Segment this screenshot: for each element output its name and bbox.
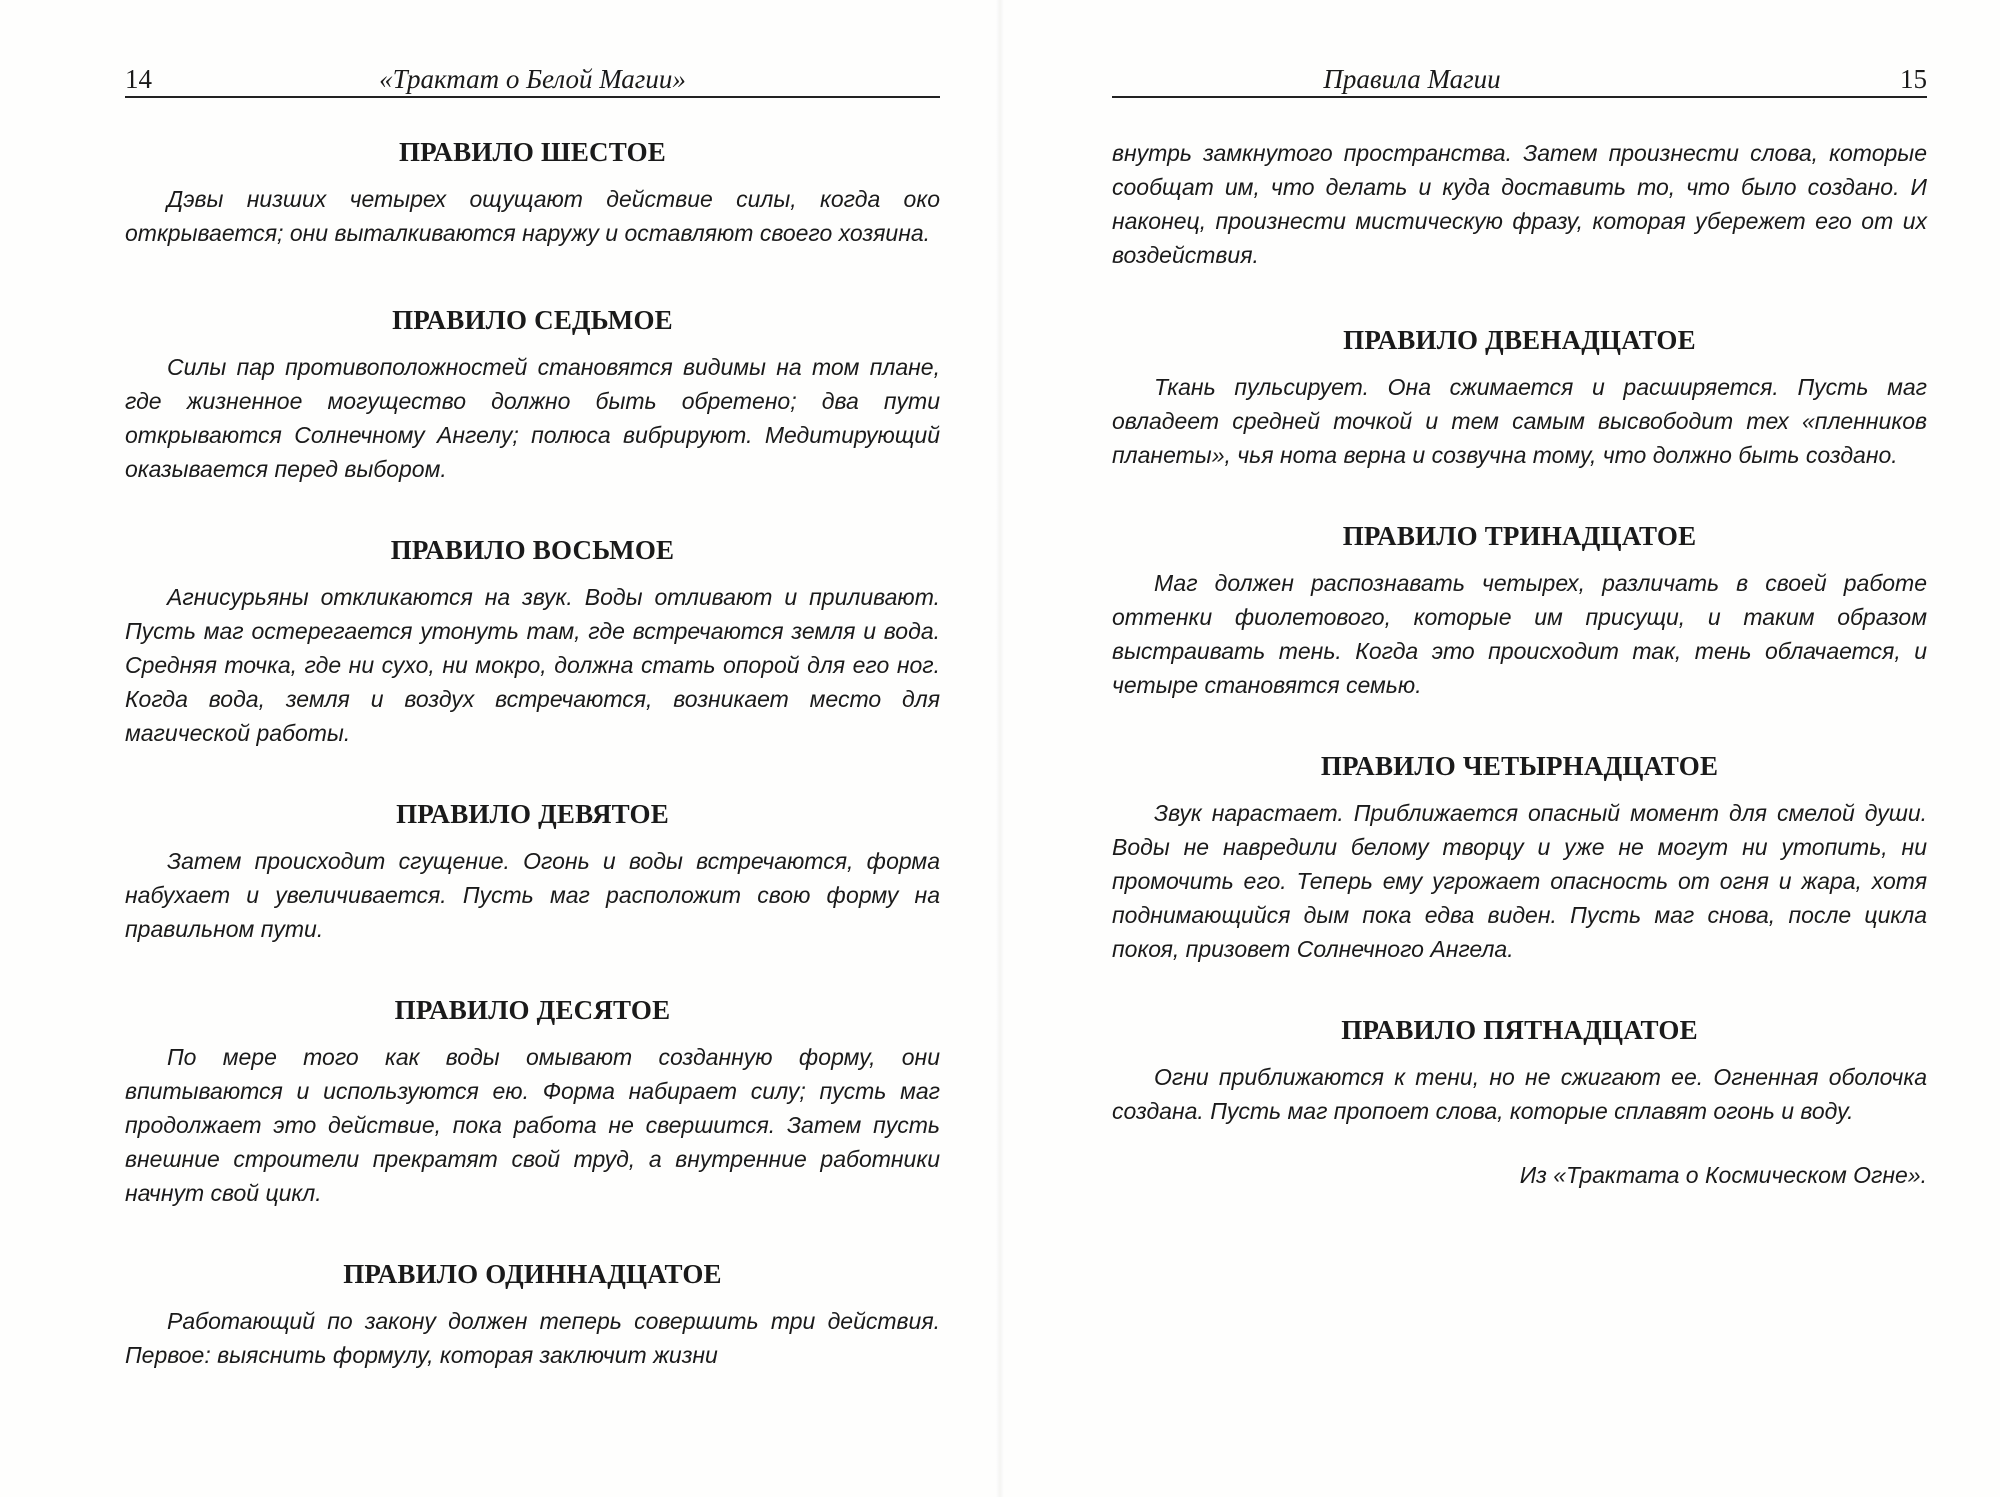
header-rule — [1112, 96, 1927, 98]
section-title: ПРАВИЛО ЧЕТЫРНАДЦАТОЕ — [1320, 751, 1719, 781]
source-note: Из «Трактата о Космическом Огне». — [1519, 1162, 1927, 1188]
left-running-header — [125, 64, 940, 100]
section-title: ПРАВИЛО ДВЕНАДЦАТОЕ — [1343, 325, 1696, 355]
section-text: Работающий по закону должен теперь совершить три действия. Первое: выяснить формулу, которая заключит жизни — [125, 1308, 940, 1368]
continued-text: внутрь замкнутого пространства. Затем произнести слова, которые сообщат им, что делать и куда доставить то, что было создано. И наконец, произнести мистическую фразу, которая убережет его от их воздействия. — [1112, 140, 1927, 268]
section-title: ПРАВИЛО ОДИННАДЦАТОЕ — [343, 1259, 722, 1289]
section-text: Ткань пульсирует. Она сжимается и расширяется. Пусть маг овладеет средней точкой и тем самым высвободит тех «пленников планеты», чья нота верна и созвучна тому, что должно быть создано. — [1112, 374, 1927, 468]
running-title: Правила Магии — [1323, 64, 1501, 94]
section-title: ПРАВИЛО ДЕСЯТОЕ — [394, 995, 671, 1025]
section-title: ПРАВИЛО ТРИНАДЦАТОЕ — [1342, 521, 1697, 551]
right-page — [1000, 0, 2000, 1497]
section-text: Агнисурьяны откликаются на звук. Воды отливают и приливают. Пусть маг остерегается утонуть там, где встречаются земля и вода. Средняя точка, где ни сухо, ни мокро, должна стать опорой для его ног. Когда вода, земля и воздух встречаются, возникает место для магической работы. — [125, 584, 940, 746]
section-title: ПРАВИЛО ПЯТНАДЦАТОЕ — [1341, 1015, 1698, 1045]
section-text: Дэвы низших четырех ощущают действие силы, когда око открывается; они выталкиваются наружу и оставляют своего хозяина. — [125, 186, 940, 246]
right-running-header — [1112, 64, 1927, 100]
section-title: ПРАВИЛО СЕДЬМОЕ — [392, 305, 673, 335]
section-title: ПРАВИЛО ШЕСТОЕ — [398, 137, 667, 167]
section-text: Звук нарастает. Приближается опасный момент для смелой души. Воды не навредили белому творцу и уже не могут ни утопить, ни промочить его. Теперь ему угрожает опасность от огня и жара, хотя поднимающийся дым пока едва виден. Пусть маг снова, после цикла покоя, призовет Солнечного Ангела. — [1112, 800, 1927, 962]
right-text-column — [1112, 128, 1927, 1192]
page-number: 15 — [1900, 64, 1927, 94]
section-text: Силы пар противоположностей становятся видимы на том плане, где жизненное могущество должно быть обретено; два пути открываются Солнечному Ангелу; полюса вибрируют. Медитирующий оказывается перед выбором. — [125, 354, 940, 482]
section-text: Маг должен распознавать четырех, различать в своей работе оттенки фиолетового, которые им присущи, и таким образом выстраивать тень. Когда это происходит так, тень облачается, и четыре становятся семью. — [1112, 570, 1927, 698]
section-title: ПРАВИЛО ВОСЬМОЕ — [390, 535, 675, 565]
section-text: Затем происходит сгущение. Огонь и воды встречаются, форма набухает и увеличивается. Пусть маг расположит свою форму на правильном пути. — [125, 848, 940, 942]
header-rule — [125, 96, 940, 98]
page-number: 14 — [125, 64, 152, 94]
section-text: По мере того как воды омывают созданную форму, они впитываются и используются ею. Форма набирает силу; пусть маг продолжает это действие, пока работа не свершится. Затем пусть внешние строители прекратят свой труд, а внутренние работники начнут свой цикл. — [125, 1044, 940, 1206]
running-title: «Трактат о Белой Магии» — [379, 64, 686, 94]
section-title: ПРАВИЛО ДЕВЯТОЕ — [396, 799, 669, 829]
left-text-column — [125, 128, 940, 1372]
section-text: Огни приближаются к тени, но не сжигают ее. Огненная оболочка создана. Пусть маг пропоет слова, которые сплавят огонь и воду. — [1112, 1064, 1927, 1124]
